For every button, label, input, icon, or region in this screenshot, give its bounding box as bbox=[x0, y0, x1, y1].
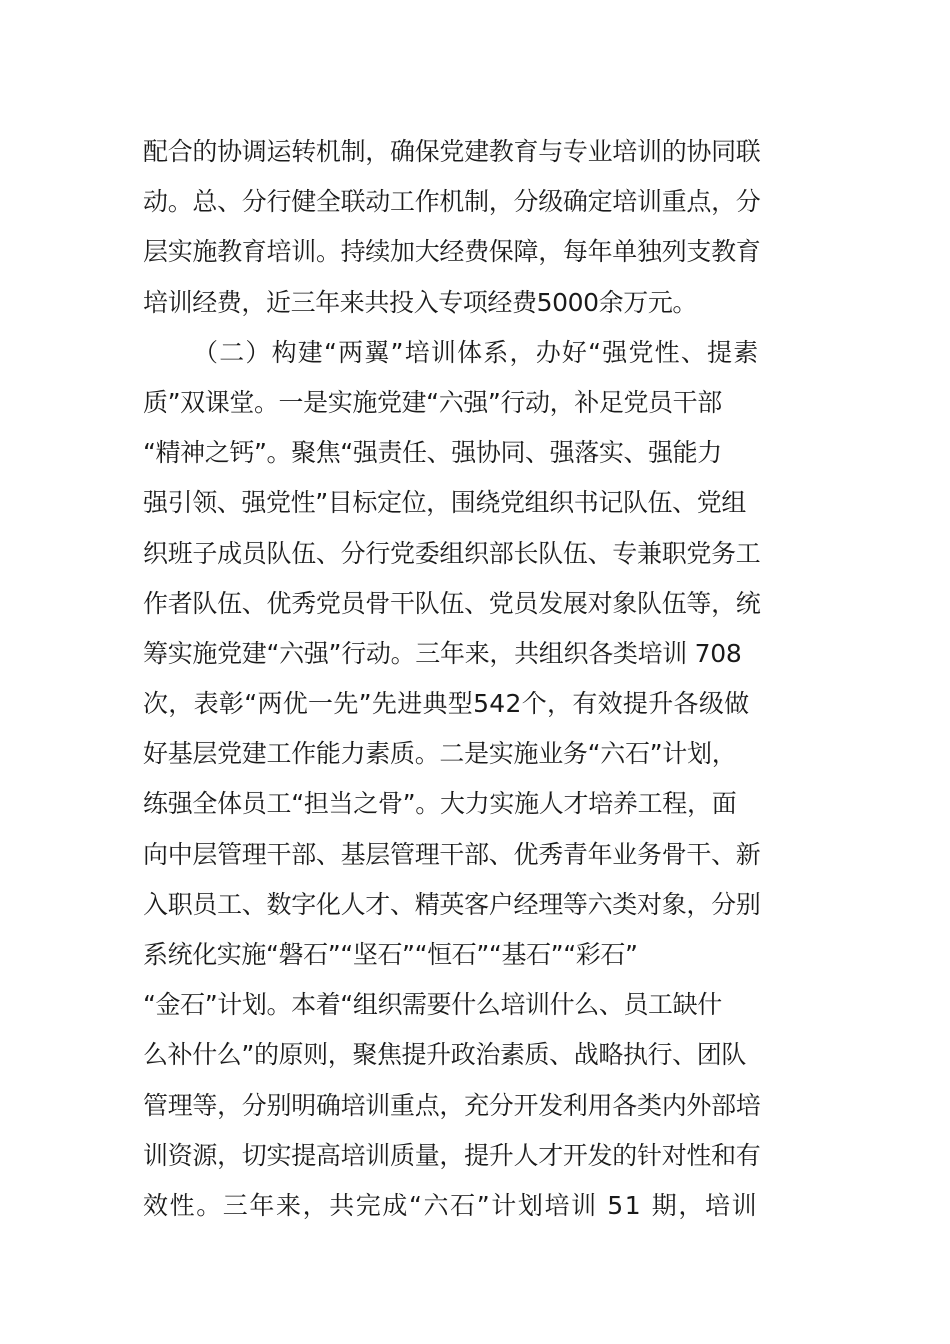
text-line: 动。总、分行健全联动工作机制，分级确定培训重点，分 bbox=[143, 187, 761, 217]
text-line: 么补什么”的原则，聚焦提升政治素质、战略执行、团队 bbox=[143, 1040, 746, 1070]
text-line: 次，表彰“两优一先”先进典型542个，有效提升各级做 bbox=[143, 689, 750, 719]
text-line: 入职员工、数字化人才、精英客户经理等六类对象，分别 bbox=[143, 889, 761, 919]
text-line: 质”双课堂。一是实施党建“六强”行动，补足党员干部 bbox=[143, 387, 722, 417]
text-line: 管理等，分别明确培训重点，充分开发利用各类内外部培 bbox=[143, 1090, 761, 1120]
text-line: （二）构建“两翼”培训体系，办好“强党性、提素 bbox=[193, 337, 760, 367]
text-line: 作者队伍、优秀党员骨干队伍、党员发展对象队伍等，统 bbox=[143, 588, 761, 618]
body-text bbox=[143, 127, 815, 1231]
text-line: 培训经费，近三年来共投入专项经费5000余万元。 bbox=[143, 287, 698, 317]
text-line: 层实施教育培训。持续加大经费保障，每年单独列支教育 bbox=[143, 237, 761, 267]
text-line: 训资源，切实提高培训质量，提升人才开发的针对性和有 bbox=[143, 1140, 761, 1170]
text-line: 配合的协调运转机制，确保党建教育与专业培训的协同联 bbox=[143, 137, 761, 166]
text-line: 好基层党建工作能力素质。二是实施业务“六石”计划， bbox=[143, 739, 737, 769]
text-line: 织班子成员队伍、分行党委组织部长队伍、专兼职党务工 bbox=[143, 538, 761, 568]
text-line: 强引领、强党性”目标定位，围绕党组织书记队伍、党组 bbox=[143, 488, 746, 518]
text-line: 筹实施党建“六强”行动。三年来，共组织各类培训 708 bbox=[143, 638, 742, 668]
text-line: “金石”计划。本着“组织需要什么培训什么、员工缺什 bbox=[143, 990, 722, 1020]
text-line: 系统化实施“磐石”“坚石”“恒石”“基石”“彩石” bbox=[143, 940, 638, 969]
text-line: 效性。三年来，共完成“六石”计划培训 51 期，培训 bbox=[143, 1190, 759, 1220]
text-line: “精神之钙”。聚焦“强责任、强协同、强落实、强能力 bbox=[143, 438, 722, 468]
text-line: 向中层管理干部、基层管理干部、优秀青年业务骨干、新 bbox=[143, 839, 761, 869]
text-line: 练强全体员工“担当之骨”。大力实施人才培养工程，面 bbox=[143, 789, 737, 819]
